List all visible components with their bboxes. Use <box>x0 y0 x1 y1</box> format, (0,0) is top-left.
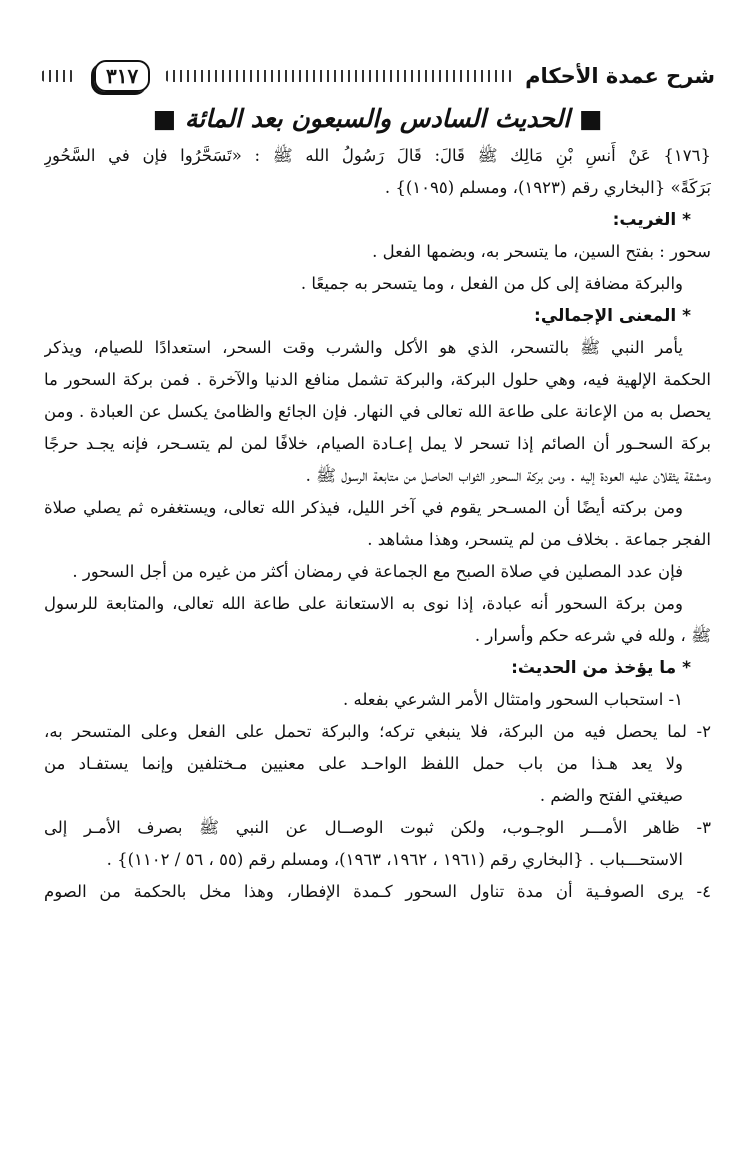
section-heading: * ما يؤخذ من الحديث: <box>511 658 691 678</box>
list-item: ٢- لما يحصل فيه من البركة، فلا ينبغي تركه؛ والبركة تحمل على الفعل وعلى المتسحر به، <box>44 722 711 741</box>
list-item: ١- استحباب السحور وامتثال الأمر الشرعي بفعله . <box>342 690 683 709</box>
text-line: ومن بركته أيضًا أن المسـحر يقوم في آخر الليل، فيذكر الله تعالى، ويستغفره ثم يصلي صلاة <box>44 498 683 517</box>
text-line: الفجر جماعة . بخلاف من لم يتسحر، وهذا مشاهد . <box>367 530 711 549</box>
page-content <box>44 140 711 908</box>
page-header <box>40 55 715 97</box>
text-line: ومن بركة السحور أنه عبادة، إذا نوى به الاستعانة على طاعة الله تعالى، والمتابعة للرسول <box>44 594 683 613</box>
list-item-cont: ولا يعد هـذا من باب حمل اللفظ الواحـد على معنيين مـختلفين وإنما يستفـاد من <box>44 754 683 773</box>
text-line: الحكمة الإلهية فيه، وهي حلول البركة، والبركة تشمل منافع الدنيا والآخرة . فمن بركة السحور ما <box>44 370 711 389</box>
text-line: والبركة مضافة إلى كل من الفعل ، وما يتسحر به جميعًا . <box>300 274 683 293</box>
text-line: فإن عدد المصلين في صلاة الصبح مع الجماعة في رمضان أكثر من غيره من أجل السحور . <box>72 562 683 581</box>
list-item: ٣- ظاهر الأمـــر الوجـوب، ولكن ثبوت الوصــال عن النبي ﷺ بصرف الأمـر إلى <box>44 818 711 837</box>
list-item: ٤- يرى الصوفـية أن مدة تناول السحور كـمدة الإفطار، وهذا مخل بالحكمة من الصوم <box>44 882 711 901</box>
hadith-line: {١٧٦} عَنْ أَنسِ بْنِ مَالِك ﷺ قَالَ: قَالَ رَسُولُ الله ﷺ : «تَسَحَّرُوا فإن في السَّحُورِ <box>44 146 711 165</box>
list-item-cont: صيغتي الفتح والضم . <box>539 786 683 805</box>
page-number: ٣١٧ <box>94 60 150 92</box>
text-line: سحور : بفتح السين، ما يتسحر به، وبضمها الفعل . <box>372 242 711 261</box>
section-heading: * الغريب: <box>612 210 691 230</box>
text-line: بركة السحـور أن الصائم إذا تسحر لا يمل إعـادة الصيام، خلافًا لمن لم يتسـحر، فإنه يجـد حرجًا <box>44 434 711 453</box>
text-line: يأمر النبي ﷺ بالتسحر، الذي هو الأكل والشرب وقت السحر، استعدادًا للصيام، ويذكر <box>44 338 683 357</box>
running-title: شرح عمدة الأحكام <box>525 64 715 88</box>
list-item-cont: الاستحـــباب . {البخاري رقم (١٩٦١ ، ١٩٦٢، ١٩٦٣)، ومسلم رقم (٥٥ ، ٥٦ / ١١٠٢)} . <box>106 850 683 869</box>
hadith-line: بَرَكَةً» {البخاري رقم (١٩٢٣)، ومسلم (١٠٩٥)} . <box>384 178 711 197</box>
text-line: ﷺ ، ولله في شرعه حكم وأسرار . <box>474 626 711 645</box>
ornament-divider <box>164 70 515 82</box>
ornament-small <box>40 70 76 82</box>
hadith-title: ■ الحديث السادس والسبعون بعد المائة ■ <box>152 104 603 133</box>
text-line: يحصل به من الإعانة على طاعة الله تعالى في النهار. فإن الجائع والظامئ يكسل عن العبادة . ومن <box>44 402 711 421</box>
text-line: ومشقة يثقلان عليه العودة إليه . ومن بركة السحور الثواب الحاصل من متابعة الرسول ﷺ . <box>305 466 711 485</box>
section-heading: * المعنى الإجمالي: <box>534 306 691 326</box>
